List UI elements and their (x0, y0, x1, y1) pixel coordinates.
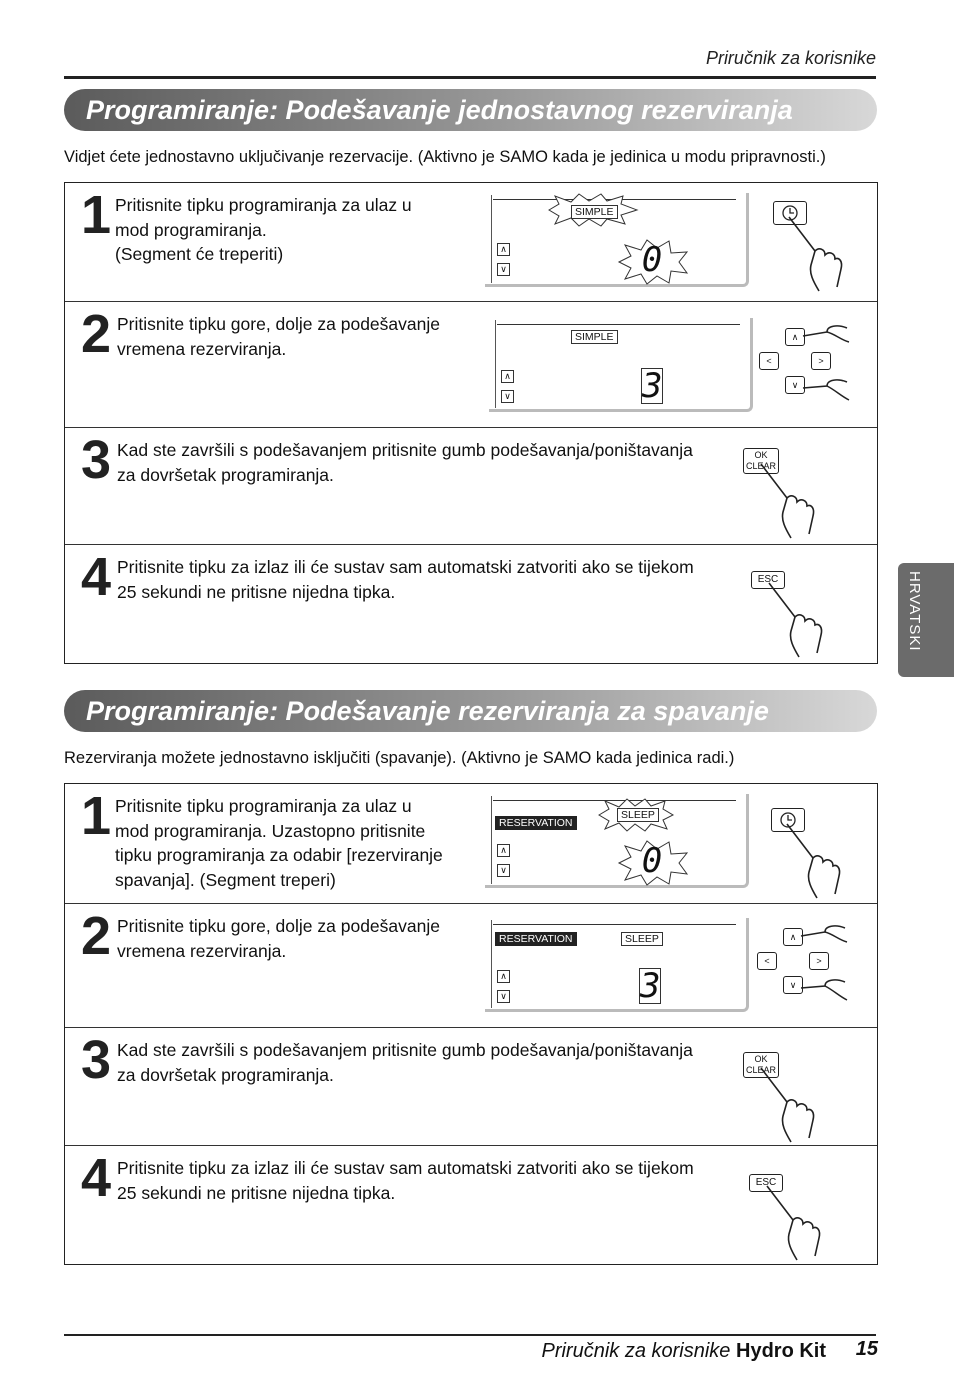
step-number: 3 (81, 1030, 112, 1090)
hand-pointer-icon (757, 460, 819, 540)
step-line: 25 sekundi ne pritisne nijedna tipka. (117, 581, 396, 602)
lcd-mode-tag: SLEEP (617, 808, 659, 822)
button-illustration (737, 1038, 847, 1138)
step (65, 428, 877, 545)
step-number: 3 (81, 430, 112, 490)
step-line: spavanja]. (Segment treperi) (115, 869, 336, 890)
esc-key: ESC (749, 1174, 783, 1192)
clear-label: CLEAR (745, 1065, 776, 1075)
arrow-up-icon: ∧ (497, 970, 510, 983)
section-1-intro: Vidjet ćete jednostavno uključivanje rezervacije. (Aktivno je SAMO kada je jedinica u modu pripravnosti.) (64, 148, 826, 166)
step (65, 183, 877, 302)
right-key: > (811, 352, 831, 370)
step-line: Pritisnite tipku za izlaz ili će sustav sam automatski zatvoriti ako se tijekom (117, 557, 694, 577)
esc-key: ESC (751, 571, 785, 589)
lcd-mode-tag: SIMPLE (571, 205, 618, 219)
header-rule (64, 76, 876, 79)
lcd-digit: 0 (641, 240, 663, 280)
step-text (117, 555, 737, 604)
hand-pointer-icon (799, 918, 849, 948)
lcd-reservation-badge: RESERVATION (495, 816, 577, 830)
hand-pointer-icon (801, 374, 851, 404)
lcd-display (485, 193, 749, 287)
left-key: < (759, 352, 779, 370)
step-text (117, 438, 737, 487)
lcd-display (485, 918, 749, 1012)
step-line: Pritisnite tipku za izlaz ili će sustav sam automatski zatvoriti ako se tijekom (117, 1158, 694, 1178)
step-line: Pritisnite tipku programiranja za ulaz u (115, 195, 412, 215)
step-line: Pritisnite tipku programiranja za ulaz u (115, 796, 412, 816)
step-text (117, 914, 477, 963)
step (65, 302, 877, 428)
step-line: mod programiranja. (115, 219, 267, 240)
step (65, 1028, 877, 1146)
step (65, 904, 877, 1028)
hand-pointer-icon (801, 318, 851, 348)
ok-label: OK (754, 450, 768, 460)
hand-pointer-icon (785, 213, 847, 293)
hand-pointer-icon (799, 974, 849, 1004)
button-illustration (751, 914, 861, 1014)
lcd-mode-tag: SLEEP (621, 932, 663, 946)
lcd-display (485, 794, 749, 888)
footer-manual-label: Priručnik za korisnike (541, 1340, 731, 1362)
step-line: Pritisnite tipku gore, dolje za podešavanje (117, 314, 440, 334)
step-line: 25 sekundi ne pritisne nijedna tipka. (117, 1182, 396, 1203)
step-line: Pritisnite tipku gore, dolje za podešavanje (117, 916, 440, 936)
lcd-mode-tag: SIMPLE (571, 330, 618, 344)
step-line: vremena rezerviranja. (117, 940, 287, 961)
page-header-title: Priručnik za korisnike (705, 48, 876, 68)
step-line: mod programiranja. Uzastopno pritisnite (115, 820, 426, 841)
right-key: > (809, 952, 829, 970)
section-1-title: Programiranje: Podešavanje jednostavnog rezerviranja (64, 89, 877, 131)
section-1-steps (64, 182, 878, 664)
lcd-digit: 3 (640, 966, 661, 1006)
button-illustration (737, 438, 847, 538)
lcd-reservation-badge: RESERVATION (495, 932, 577, 946)
arrow-down-icon: ∨ (497, 263, 510, 276)
ok-label: OK (754, 1054, 768, 1064)
step (65, 784, 877, 904)
step-line: za dovršetak programiranja. (117, 1064, 334, 1085)
up-key: ∧ (783, 928, 803, 946)
step-number: 4 (81, 1148, 112, 1208)
button-illustration (737, 555, 847, 655)
step-number: 1 (81, 786, 112, 846)
button-illustration (751, 794, 861, 894)
up-key: ∧ (785, 328, 805, 346)
step-number: 2 (81, 906, 112, 966)
arrow-up-icon: ∧ (501, 370, 514, 383)
step-number: 2 (81, 304, 112, 364)
left-key: < (757, 952, 777, 970)
button-illustration (751, 193, 861, 293)
step (65, 545, 877, 663)
section-2-intro: Rezerviranja možete jednostavno isključiti (spavanje). (Aktivno je SAMO kada jedinica radi.) (64, 749, 735, 767)
step-line: vremena rezerviranja. (117, 338, 287, 359)
page-number: 15 (855, 1338, 878, 1360)
arrow-down-icon: ∨ (501, 390, 514, 403)
step-number: 1 (81, 185, 112, 245)
arrow-up-icon: ∧ (497, 844, 510, 857)
hand-pointer-icon (765, 579, 827, 659)
down-key: ∨ (785, 376, 805, 394)
footer-rule (64, 1334, 876, 1336)
lcd-display (489, 318, 753, 412)
step-text (117, 1038, 737, 1087)
hand-pointer-icon (757, 1064, 819, 1144)
language-label: HRVATSKI (906, 571, 923, 652)
arrow-down-icon: ∨ (497, 864, 510, 877)
step-text (115, 193, 475, 267)
step-text (117, 1156, 737, 1205)
step-line: Kad ste završili s podešavanjem pritisnite gumb podešavanja/poništavanja (117, 1040, 693, 1060)
language-side-tab (898, 563, 954, 677)
step-line: tipku programiranja za odabir [rezerviranje (115, 845, 443, 865)
button-illustration (737, 1156, 847, 1256)
step-line: za dovršetak programiranja. (117, 464, 334, 485)
clear-label: CLEAR (745, 461, 776, 471)
hand-pointer-icon (763, 1182, 825, 1262)
hand-pointer-icon (783, 820, 845, 900)
arrow-up-icon: ∧ (497, 243, 510, 256)
lcd-digit: 0 (641, 841, 663, 881)
step-line: (Segment će treperiti) (115, 244, 284, 264)
step-text (115, 794, 475, 892)
footer-text (541, 1340, 826, 1363)
arrow-down-icon: ∨ (497, 990, 510, 1003)
section-2-title: Programiranje: Podešavanje rezerviranja za spavanje (64, 690, 877, 732)
footer-product-name: Hydro Kit (736, 1340, 826, 1362)
down-key: ∨ (783, 976, 803, 994)
step-text (117, 312, 477, 361)
step-line: Kad ste završili s podešavanjem pritisnite gumb podešavanja/poništavanja (117, 440, 693, 460)
step (65, 1146, 877, 1264)
lcd-digit: 3 (642, 366, 663, 406)
section-2-steps (64, 783, 878, 1265)
button-illustration (751, 312, 861, 412)
step-number: 4 (81, 547, 112, 607)
